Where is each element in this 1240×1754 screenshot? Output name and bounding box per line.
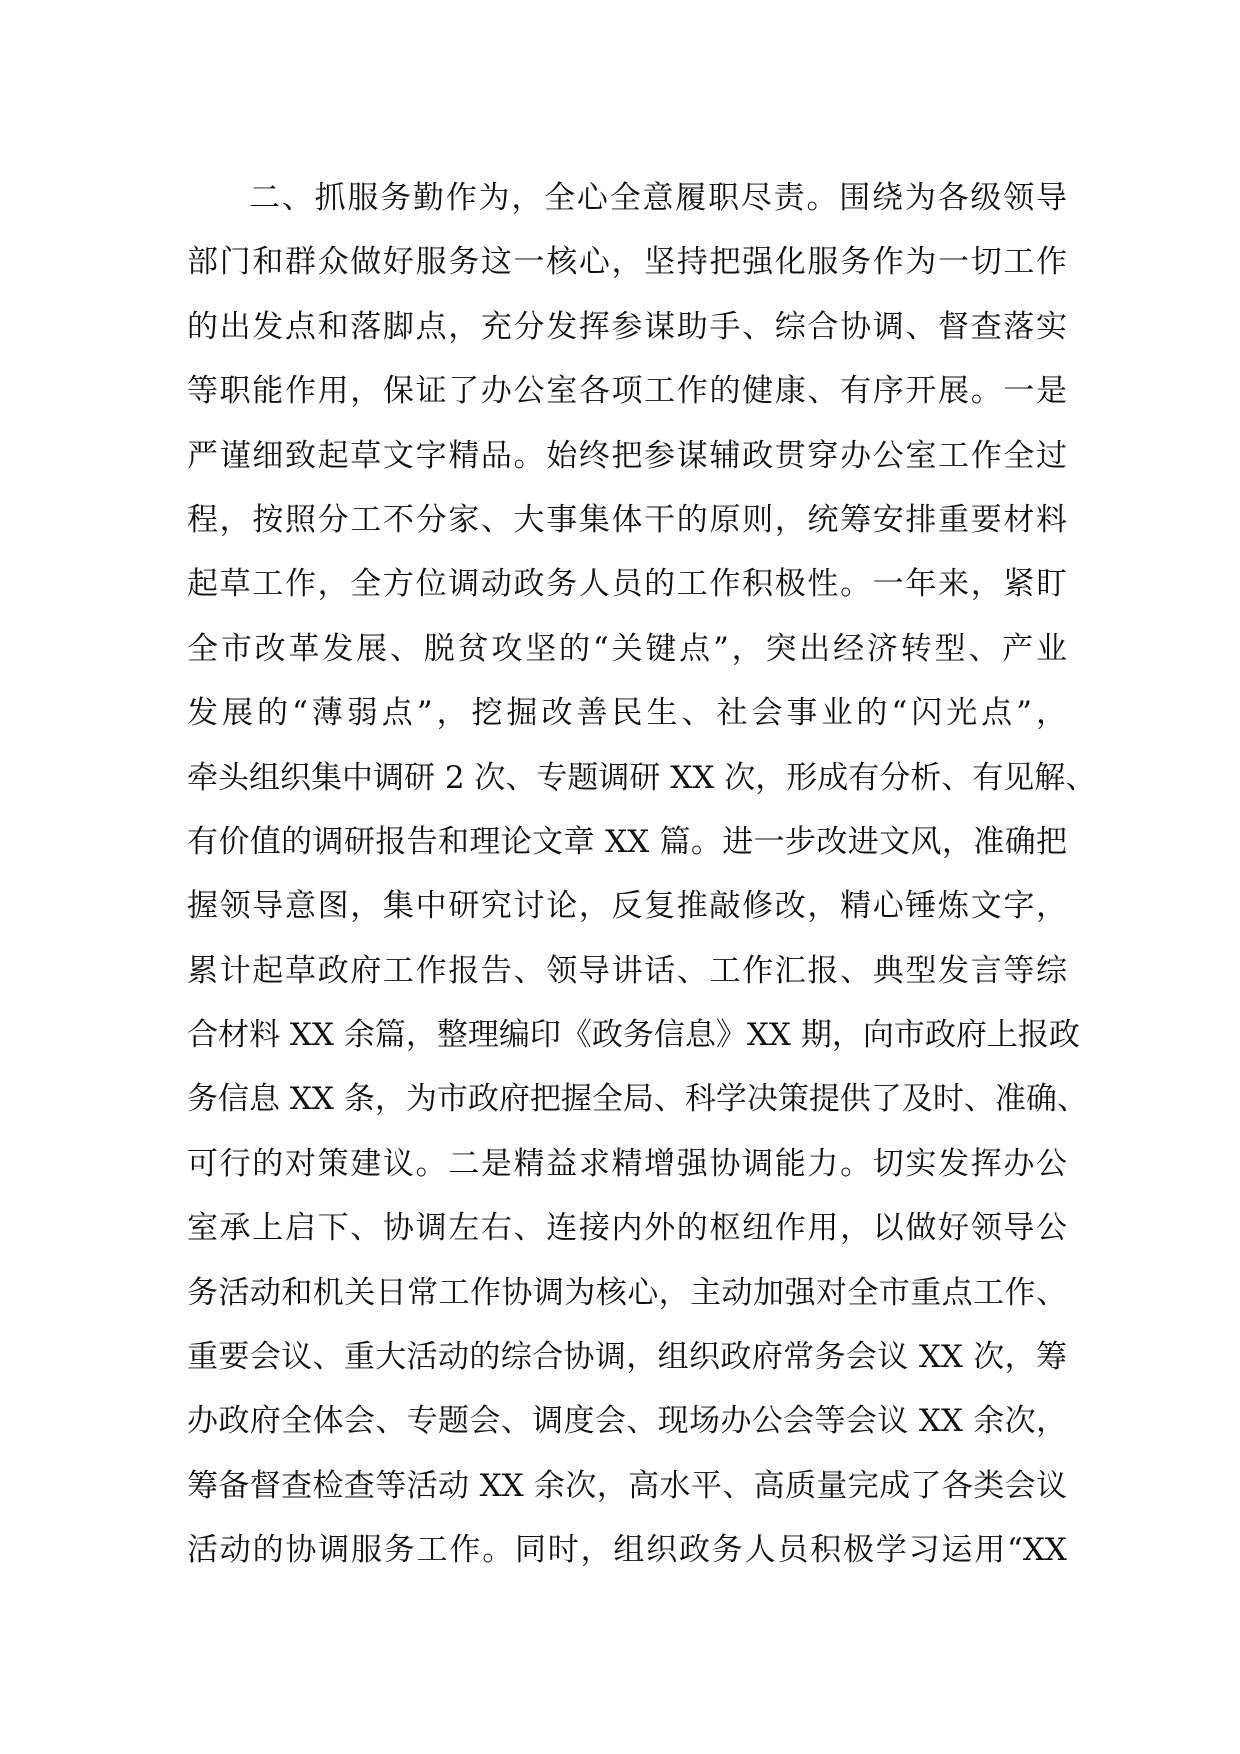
paragraph-line-15: 务信息 XX 条，为市政府把握全局、科学决策提供了及时、准确、 [187,1081,1088,1118]
paragraph-line-10: 牵头组织集中调研 2 次、专题调研 XX 次，形成有分析、有见解、 [187,759,1097,796]
paragraph-line-1: 二、抓服务勤作为，全心全意履职尽责。围绕为各级领导 [249,180,1067,216]
paragraph-line-9: 发展的“薄弱点”，挖掘改善民生、社会事业的“闪光点”， [187,695,1067,732]
paragraph-line-5: 严谨细致起草文字精品。始终把参谋辅政贯穿办公室工作全过 [187,437,1067,474]
paragraph-line-8: 全市改革发展、脱贫攻坚的“关键点”，突出经济转型、产业 [187,630,1067,667]
paragraph-line-17: 室承上启下、协调左右、连接内外的枢纽作用，以做好领导公 [187,1210,1067,1247]
paragraph-line-13: 累计起草政府工作报告、领导讲话、工作汇报、典型发言等综 [187,952,1067,989]
paragraph-line-12: 握领导意图，集中研究讨论，反复推敲修改，精心锤炼文字， [187,888,1067,925]
paragraph-line-21: 筹备督查检查等活动 XX 余次，高水平、高质量完成了各类会议 [187,1467,1067,1504]
paragraph-line-4: 等职能作用，保证了办公室各项工作的健康、有序开展。一是 [187,373,1067,410]
body-paragraph [187,166,1097,1583]
paragraph-line-6: 程，按照分工不分家、大事集体干的原则，统筹安排重要材料 [187,501,1067,538]
paragraph-line-7: 起草工作，全方位调动政务人员的工作积极性。一年来，紧盯 [187,566,1067,603]
paragraph-line-20: 办政府全体会、专题会、调度会、现场办公会等会议 XX 余次， [187,1403,1067,1440]
paragraph-line-2: 部门和群众做好服务这一核心，坚持把强化服务作为一切工作 [187,244,1067,281]
paragraph-line-19: 重要会议、重大活动的综合协调，组织政府常务会议 XX 次，筹 [187,1339,1067,1376]
paragraph-line-3: 的出发点和落脚点，充分发挥参谋助手、综合协调、督查落实 [187,308,1067,345]
paragraph-line-11: 有价值的调研报告和理论文章 XX 篇。进一步改进文风，准确把 [187,823,1067,860]
paragraph-line-16: 可行的对策建议。二是精益求精增强协调能力。切实发挥办公 [187,1145,1067,1182]
paragraph-line-22: 活动的协调服务工作。同时，组织政务人员积极学习运用“XX [187,1532,1067,1569]
paragraph-line-18: 务活动和机关日常工作协调为核心，主动加强对全市重点工作、 [187,1274,1067,1311]
paragraph-line-14: 合材料 XX 余篇，整理编印《政务信息》XX 期，向市政府上报政 [187,1017,1080,1054]
